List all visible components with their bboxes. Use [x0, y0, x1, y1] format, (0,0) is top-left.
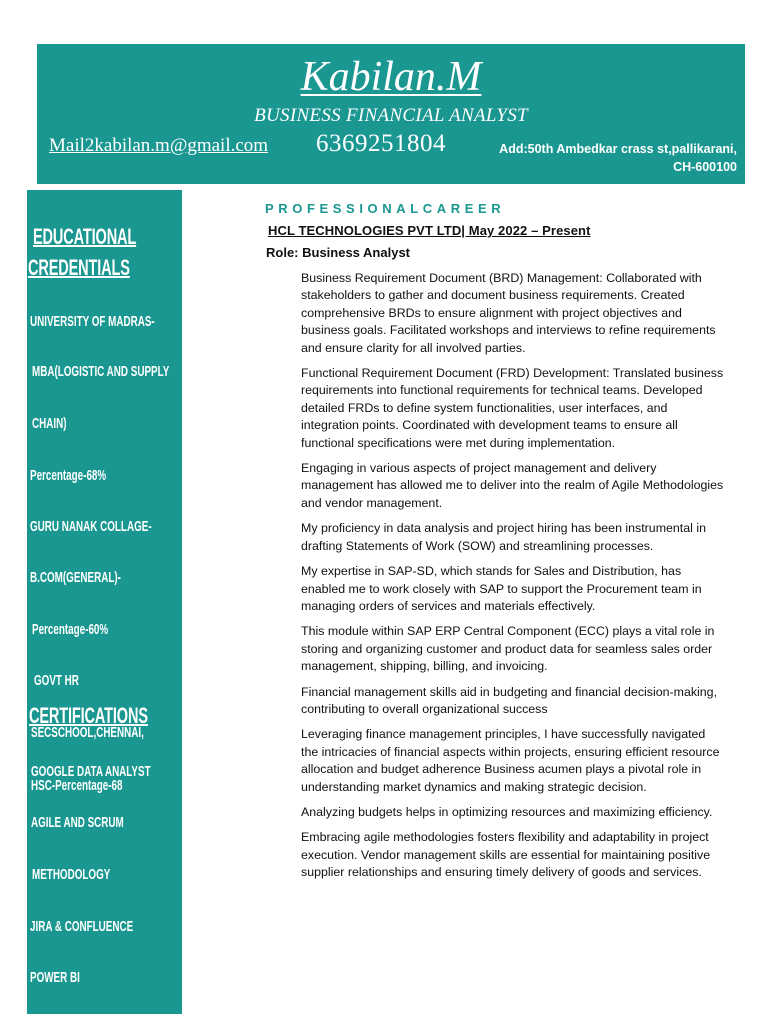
career-paragraph: Embracing agile methodologies fosters flexibility and adaptability in project execution. Vendor management skills are essential for maintaining positive supplier relationships and ensuring timely delivery of goods and services.	[301, 830, 711, 880]
education-heading: CREDENTIALS	[28, 255, 130, 280]
education-entry: B.COM(GENERAL)-	[30, 570, 121, 586]
certification-entry: AGILE AND SCRUM	[31, 815, 124, 831]
career-paragraph: Engaging in various aspects of project management and delivery management has allowed me to deliver into the realm of Agile Methodologies and vendor management.	[301, 461, 724, 510]
education-entry: Percentage-60%	[32, 622, 109, 638]
career-description	[301, 270, 724, 890]
job-title: BUSINESS FINANCIAL ANALYST	[254, 105, 528, 126]
education-entry: SECSCHOOL,CHENNAI,	[31, 725, 144, 741]
education-entry: HSC-Percentage-68	[31, 778, 123, 794]
postal-address	[467, 140, 737, 176]
education-entry: GURU NANAK COLLAGE-	[30, 519, 152, 535]
certification-entry: POWER BI	[30, 970, 80, 986]
career-paragraph: My expertise in SAP-SD, which stands for Sales and Distribution, has enabled me to work closely with SAP to support the Procurement team in managing orders of services and materials effectively.	[301, 564, 702, 613]
education-heading: EDUCATIONAL	[33, 224, 137, 249]
phone-number: 6369251804	[316, 130, 446, 157]
career-paragraph: Business Requirement Document (BRD) Management: Collaborated with stakeholders to gather and document business requirements. Created comprehensive BRDs to ensure alignment with project objectives and business goals. Facilitated workshops and interviews to refine requirements and ensure clarity for all involved parties.	[301, 271, 716, 355]
education-sidebar	[27, 190, 182, 1014]
email-link[interactable]: Mail2kabilan.m@gmail.com	[49, 135, 269, 156]
education-entry: MBA(LOGISTIC AND SUPPLY	[32, 364, 170, 380]
certification-entry: METHODOLOGY	[32, 867, 111, 883]
education-entry: UNIVERSITY OF MADRAS-	[30, 314, 155, 330]
role-line: Role: Business Analyst	[266, 245, 411, 260]
career-paragraph: My proficiency in data analysis and project hiring has been instrumental in drafting Statements of Work (SOW) and streamlining processes.	[301, 521, 706, 553]
career-paragraph: Financial management skills aid in budgeting and financial decision-making, contributing to overall organizational success	[301, 684, 718, 716]
resume-header	[37, 44, 745, 184]
candidate-name: Kabilan.M	[300, 54, 482, 100]
address-line: Add:50th Ambedkar crass st,pallikarani,	[499, 142, 737, 156]
company-line: HCL TECHNOLOGIES PVT LTD| May 2022 – Present	[268, 223, 591, 238]
section-title: PROFESSIONALCAREER	[265, 201, 506, 216]
education-entry: GOVT HR	[34, 673, 79, 689]
certification-entry: JIRA & CONFLUENCE	[30, 919, 134, 935]
career-paragraph: Leveraging finance management principles, I have successfully navigated the intricacies of financial aspects within projects, ensuring efficient resource allocation and budget adherence Business acumen plays a pivotal role in understanding market dynamics and making strategic decision.	[301, 727, 720, 794]
address-line: CH-600100	[673, 160, 737, 174]
certification-entry: GOOGLE DATA ANALYST	[31, 764, 151, 780]
career-paragraph: This module within SAP ERP Central Component (ECC) plays a vital role in storing and organizing customer and product data for seamless sales order management, shipping, billing, and invoicing.	[301, 624, 715, 674]
career-paragraph: Analyzing budgets helps in optimizing resources and maximizing efficiency.	[301, 804, 713, 819]
education-entry: CHAIN)	[32, 416, 67, 432]
certifications-heading: CERTIFICATIONS	[29, 703, 148, 728]
education-entry: Percentage-68%	[30, 468, 107, 484]
career-paragraph: Functional Requirement Document (FRD) Development: Translated business requirements into functional requirements for technical teams. Developed detailed FRDs to define system functionalities, user interfaces, and integration points. Coordinated with development teams to ensure all functional specifications were met during implementation.	[301, 366, 724, 450]
